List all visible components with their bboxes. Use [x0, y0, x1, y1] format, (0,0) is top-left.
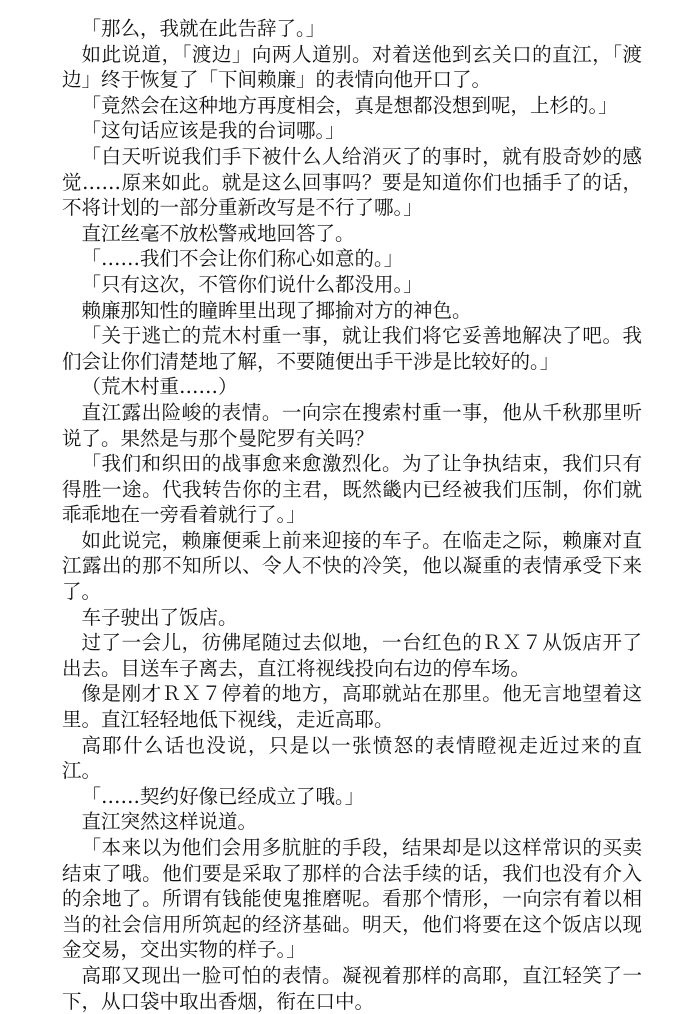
paragraph: 「本来以为他们会用多肮脏的手段，结果却是以这样常识的买卖结束了哦。他们要是采取了那样的合法手续的话，我们也没有介入的余地了。所谓有钱能使鬼推磨呢。看那个情形，一向宗有着以相当的社会信用所筑起的经济基础。明天，他们将要在这个饭店以现金交易，交出实物的样子。」: [62, 836, 642, 962]
paragraph: 高耶又现出一脸可怕的表情。凝视着那样的高耶，直江轻笑了一下，从口袋中取出香烟，衔在口中。: [62, 963, 642, 1013]
paragraph: 直江丝毫不放松警戒地回答了。: [81, 221, 355, 245]
paragraph: 「……契约好像已经成立了哦。」: [81, 784, 365, 808]
paragraph: 「只有这次，不管你们说什么都没用。」: [81, 272, 423, 296]
paragraph: 车子驶出了饭店。: [81, 605, 238, 629]
paragraph: 「白天听说我们手下被什么人给消灭了的事时，就有股奇妙的感觉……原来如此。就是这么回事吗？要是知道你们也插手了的话，不将计划的一部分重新改写是不行了哪。」: [62, 144, 642, 220]
paragraph: 「……我们不会让你们称心如意的。」: [81, 247, 404, 271]
paragraph: 「关于逃亡的荒木村重一事，就让我们将它妥善地解决了吧。我们会让你们清楚地了解，不要随便出手干涉是比较好的。」: [62, 324, 642, 373]
novel-page: [62, 16, 642, 1014]
paragraph: 高耶什么话也没说，只是以一张愤怒的表情瞪视走近过来的直江。: [62, 733, 642, 783]
paragraph: 直江突然这样说道。: [81, 810, 258, 834]
paragraph: 赖廉那知性的瞳眸里出现了揶揄对方的神色。: [81, 298, 472, 322]
paragraph: 直江露出险峻的表情。一向宗在搜索村重一事，他从千秋那里听说了。果然是与那个曼陀罗有关吗？: [62, 400, 642, 450]
paragraph: （荒木村重……）: [81, 375, 238, 399]
paragraph: 「竟然会在这种地方再度相会，真是想都没想到呢，上杉的。」: [81, 93, 618, 117]
paragraph: 如此说完，赖廉便乘上前来迎接的车子。在临走之际，赖廉对直江露出的那不知所以、令人不快的冷笑，他以凝重的表情承受下来了。: [62, 528, 642, 604]
paragraph: 「我们和织田的战事愈来愈激烈化。为了让争执结束，我们只有得胜一途。代我转告你的主君，既然畿内已经被我们压制，你们就乖乖地在一旁看着就行了。」: [62, 452, 642, 527]
paragraph: 像是刚才ＲＸ７停着的地方，高耶就站在那里。他无言地望着这里。直江轻轻地低下视线，走近高耶。: [62, 682, 642, 732]
paragraph: 过了一会儿，彷佛尾随过去似地，一台红色的ＲＸ７从饭店开了出去。目送车子离去，直江将视线投向右边的停车场。: [62, 631, 642, 680]
paragraph: 「这句话应该是我的台词哪。」: [81, 119, 345, 143]
paragraph: 「那么，我就在此告辞了。」: [81, 17, 326, 40]
paragraph: 如此说道，「渡边」向两人道别。对着送他到玄关口的直江，「渡边」终于恢复了「下间赖廉」的表情向他开口了。: [62, 42, 642, 92]
